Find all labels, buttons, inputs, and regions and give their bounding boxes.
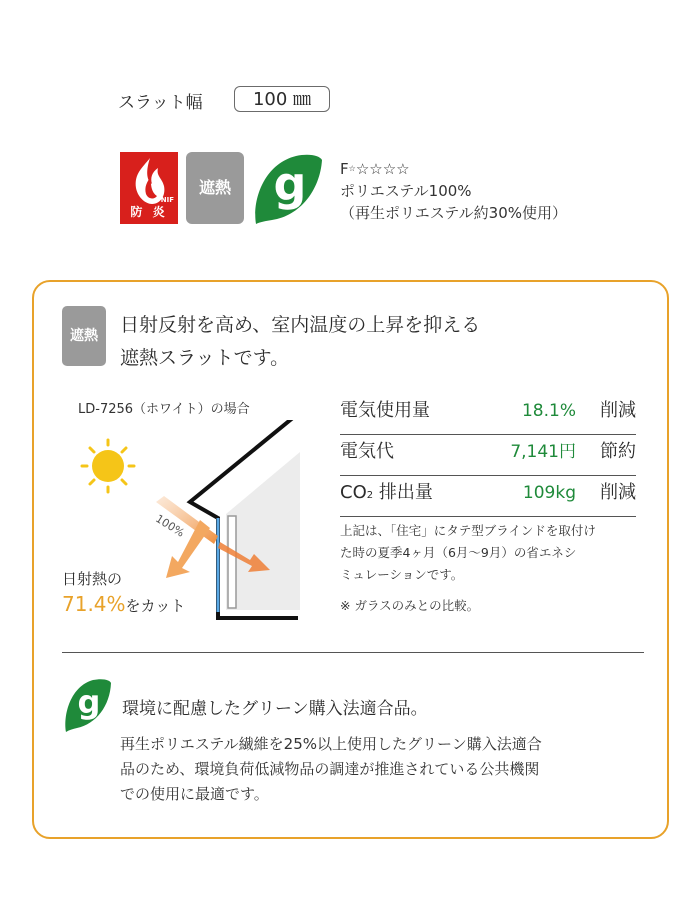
comparison-note: ※ ガラスのみとの比較。 (340, 598, 480, 613)
slat-width-label: スラット幅 (118, 93, 203, 113)
recycled-line: （再生ポリエステル約30%使用） (340, 204, 567, 222)
diagram-caption: LD-7256（ホワイト）の場合 (78, 402, 250, 417)
heat-shield-chip: 遮熱 (62, 306, 106, 366)
savings-row: CO2 排出量 109kg 削減 (340, 476, 636, 517)
feature-heading-line-2: 遮熱スラットです。 (120, 347, 290, 369)
savings-row: 電気使用量 18.1% 削減 (340, 394, 636, 435)
nif-label: NIF (160, 196, 174, 204)
green-purchase-body: 再生ポリエステル繊維を25%以上使用したグリーン購入法適合 品のため、環境負荷低減物品の調達が推進されている公共機関 での使用に最適です。 (120, 735, 542, 803)
fire-badge-text: 防 炎 (130, 205, 168, 219)
heat-shield-badge: 遮熱 (186, 152, 244, 224)
simulation-note: 上記は、「住宅」にタテ型ブラインドを取付け た時の夏季4ヶ月（6月〜9月）の省エネシ ミュレーションです。 (340, 523, 596, 582)
arrow-percent-label: 100% (153, 512, 187, 540)
savings-row: 電気代 7,141円 節約 (340, 435, 636, 476)
green-purchase-icon (62, 676, 112, 734)
feature-heading-line-1: 日射反射を高め、室内温度の上昇を抑える (120, 314, 481, 336)
blind-slat (228, 516, 236, 608)
green-purchase-heading: 環境に配慮したグリーン購入法適合品。 (122, 699, 428, 719)
savings-table (340, 394, 636, 517)
sun-icon (82, 440, 134, 492)
svg-text:g: g (77, 683, 101, 721)
spec-details (340, 158, 567, 224)
slat-width-value: 100 ㎜ (234, 86, 330, 112)
heat-cut-value: 71.4%をカット (62, 592, 186, 616)
fire-retardant-badge (120, 152, 178, 224)
green-purchase-icon (250, 150, 324, 228)
material-line: ポリエステル100% (340, 182, 472, 200)
formaldehyde-rating: F☆☆☆☆☆ (340, 160, 410, 178)
heat-cut-label: 日射熱の (62, 570, 123, 588)
section-divider (62, 652, 644, 653)
svg-text:g: g (273, 157, 307, 211)
